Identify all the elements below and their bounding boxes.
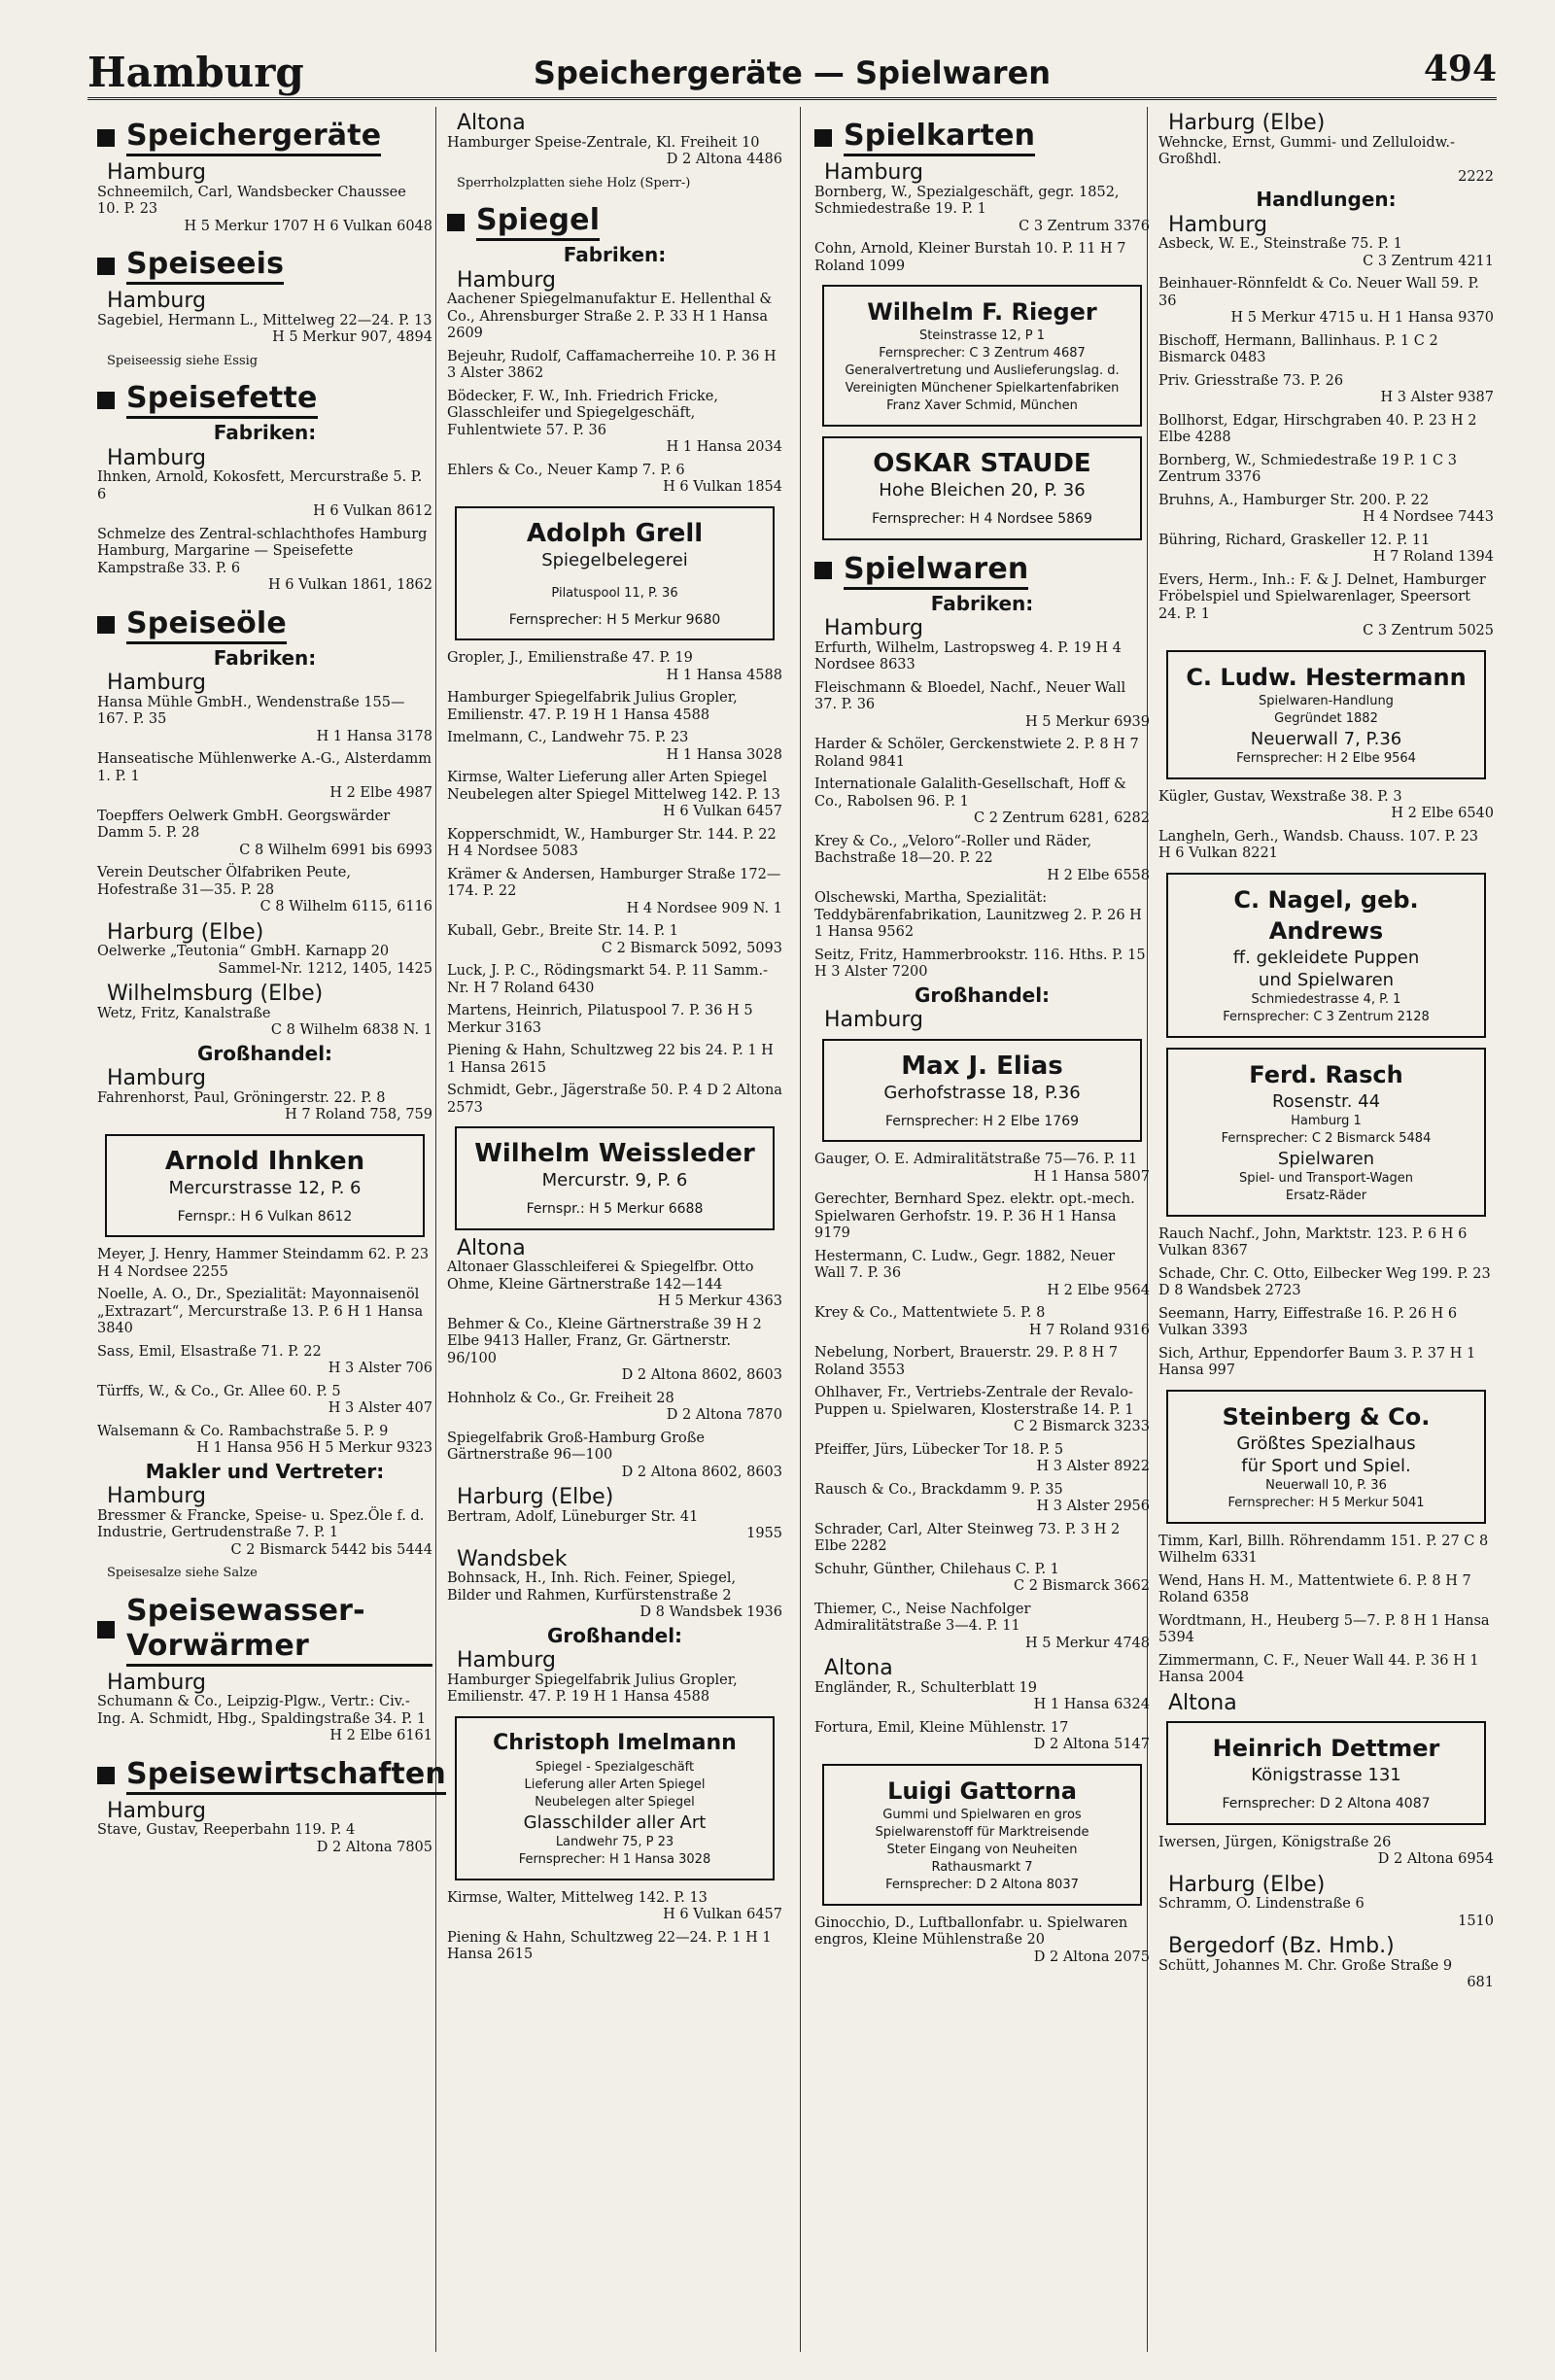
city-heading: Hamburg: [824, 616, 923, 640]
list-item: Verein Deutscher Ölfabriken Peute, Hofestraße 31—35. P. 28 C 8 Wilhelm 6115, 6116: [97, 865, 432, 914]
subheading: Großhandel:: [196, 1041, 333, 1065]
list-item: Bressmer & Francke, Speise- u. Spez.Öle f. d. Industrie, Gertrudenstraße 7. P. 1 C 2 Bismarck 5442 bis 5444: [97, 1507, 432, 1558]
list-item: Gauger, O. E. Admiralitätstraße 75—76. P. 11 H 1 Hansa 5807: [814, 1152, 1150, 1185]
subheading: Fabriken:: [213, 421, 317, 444]
list-item: Olschewski, Martha, Spezialität: Teddybärenfabrikation, Launitzweg 2. P. 26 H 1 Hansa 9562: [814, 890, 1142, 940]
city-heading: Hamburg: [107, 1484, 206, 1508]
list-item: Kirmse, Walter Lieferung aller Arten Spiegel Neubelegen alter Spiegel Mittelweg 142. P. 13 H 6 Vulkan 6457: [447, 770, 782, 819]
square-bullet-icon: [97, 1621, 115, 1638]
city-heading: Wandsbek: [457, 1546, 568, 1571]
cross-reference: Speiseessig siehe Essig: [107, 353, 259, 368]
list-item: Sich, Arthur, Eppendorfer Baum 3. P. 37 H 1 Hansa 997: [1158, 1345, 1476, 1378]
section-heading: Spielkarten: [814, 119, 1150, 156]
column-divider: [435, 107, 436, 2352]
column-4: [1158, 107, 1494, 1998]
list-item: Thiemer, C., Neise Nachfolger Admiralitätstraße 3—4. P. 11 H 5 Merkur 4748: [814, 1601, 1150, 1651]
list-item: Martens, Heinrich, Pilatuspool 7. P. 36 H 5 Merkur 3163: [447, 1003, 753, 1036]
section-heading: Speiseöle: [97, 606, 432, 644]
section-heading: Speiseeis: [97, 247, 432, 285]
list-item: Erfurth, Wilhelm, Lastropsweg 4. P. 19 H 4 Nordsee 8633: [814, 639, 1122, 673]
list-item: Schumann & Co., Leipzig-Plgw., Vertr.: Civ.-Ing. A. Schmidt, Hbg., Spaldingstraße 34. P. 1 H 2 Elbe 6161: [97, 1694, 432, 1743]
list-item: Gerechter, Bernhard Spez. elektr. opt.-mech. Spielwaren Gerhofstr. 19. P. 36 H 1 Hansa 9179: [814, 1191, 1135, 1241]
list-item: Schmelze des Zentral-schlachthofes Hamburg Hamburg, Margarine — Speisefette Kampstraße 33. P. 6 H 6 Vulkan 1861, 1862: [97, 526, 432, 593]
section-heading: Speisefette: [97, 381, 432, 419]
list-item: Bornberg, W., Spezialgeschäft, gegr. 1852, Schmiedestraße 19. P. 1 C 3 Zentrum 3376: [814, 184, 1150, 234]
list-item: Schramm, O. Lindenstraße 6 1510: [1158, 1896, 1494, 1929]
list-item: Hohnholz & Co., Gr. Freiheit 28 D 2 Altona 7870: [447, 1390, 782, 1423]
square-bullet-icon: [814, 129, 832, 147]
city-heading: Hamburg: [824, 1008, 923, 1032]
cross-reference: Speisesalze siehe Salze: [107, 1566, 258, 1580]
column-2: [447, 107, 782, 1970]
list-item: Türffs, W., & Co., Gr. Allee 60. P. 5 H 3 Alster 407: [97, 1383, 432, 1416]
list-item: Seemann, Harry, Eiffestraße 16. P. 26 H 6 Vulkan 3393: [1158, 1305, 1458, 1338]
square-bullet-icon: [97, 258, 115, 275]
square-bullet-icon: [97, 616, 115, 634]
list-item: Kopperschmidt, W., Hamburger Str. 144. P. 22 H 4 Nordsee 5083: [447, 826, 777, 859]
list-item: Ginocchio, D., Luftballonfabr. u. Spielwaren engros, Kleine Mühlenstraße 20 D 2 Altona 2075: [814, 1914, 1150, 1965]
city-heading: Hamburg: [824, 160, 923, 185]
city-heading: Bergedorf (Bz. Hmb.): [1168, 1934, 1395, 1958]
list-item: Piening & Hahn, Schultzweg 22 bis 24. P. 1 H 1 Hansa 2615: [447, 1043, 774, 1076]
square-bullet-icon: [447, 214, 465, 231]
subheading: Großhandel:: [914, 983, 1051, 1007]
list-item: Rausch & Co., Brackdamm 9. P. 35 H 3 Alster 2956: [814, 1481, 1150, 1514]
list-item: Behmer & Co., Kleine Gärtnerstraße 39 H 2 Elbe 9413 Haller, Franz, Gr. Gärtnerstr. 96/100 D 2 Altona 8602, 8603: [447, 1316, 782, 1383]
list-item: Beinhauer-Rönnfeldt & Co. Neuer Wall 59. P. 36 H 5 Merkur 4715 u. H 1 Hansa 9370: [1158, 276, 1494, 326]
list-item: Priv. Griesstraße 73. P. 26 H 3 Alster 9387: [1158, 372, 1494, 405]
list-item: Schütt, Johannes M. Chr. Große Straße 9 681: [1158, 1957, 1494, 1990]
city-heading: Hamburg: [457, 267, 556, 293]
list-item: Evers, Herm., Inh.: F. & J. Delnet, Hamburger Fröbelspiel und Spielwarenlager, Speersort 24. P. 1 C 3 Zentrum 5025: [1158, 571, 1494, 638]
square-bullet-icon: [814, 562, 832, 579]
list-item: Schneemilch, Carl, Wandsbecker Chaussee 10. P. 23 H 5 Merkur 1707 H 6 Vulkan 6048: [97, 184, 432, 234]
list-item: Altonaer Glasschleiferei & Spiegelfbr. Otto Ohme, Kleine Gärtnerstraße 142—144 H 5 Merkur 4363: [447, 1259, 782, 1309]
cross-reference: Sperrholzplatten siehe Holz (Sperr-): [457, 175, 691, 190]
list-item: Stave, Gustav, Reeperbahn 119. P. 4 D 2 Altona 7805: [97, 1822, 432, 1855]
list-item: Oelwerke „Teutonia“ GmbH. Karnapp 20 Sammel-Nr. 1212, 1405, 1425: [97, 944, 432, 977]
city-heading: Hamburg: [1168, 212, 1267, 237]
list-item: Hamburger Spiegelfabrik Julius Gropler, Emilienstr. 47. P. 19 H 1 Hansa 4588: [447, 690, 738, 723]
list-item: Nebelung, Norbert, Brauerstr. 29. P. 8 H 7 Roland 3553: [814, 1345, 1119, 1378]
list-item: Aachener Spiegelmanufaktur E. Hellenthal & Co., Ahrensburger Straße 2. P. 33 H 1 Hansa 2609: [447, 292, 773, 341]
city-heading: Hamburg: [107, 160, 206, 185]
advertisement-box: Heinrich Dettmer Königstrasse 131 Fernsprecher: D 2 Altona 4087: [1166, 1721, 1486, 1825]
list-item: Ohlhaver, Fr., Vertriebs-Zentrale der Revalo-Puppen u. Spielwaren, Klosterstraße 14. P. 1 C 2 Bismarck 3233: [814, 1385, 1150, 1434]
page-number: 494: [1423, 49, 1497, 89]
advertisement-box: Ferd. Rasch Rosenstr. 44 Hamburg 1 Fernsprecher: C 2 Bismarck 5484 Spielwaren Spiel- und Transport-Wagen Ersatz-Räder: [1166, 1048, 1486, 1217]
list-item: Wetz, Fritz, Kanalstraße C 8 Wilhelm 6838 N. 1: [97, 1005, 432, 1038]
list-item: Bohnsack, H., Inh. Rich. Feiner, Spiegel, Bilder und Rahmen, Kurfürstenstraße 2 D 8 Wandsbek 1936: [447, 1570, 782, 1620]
list-item: Bruhns, A., Hamburger Str. 200. P. 22 H 4 Nordsee 7443: [1158, 492, 1494, 525]
advertisement-box: Arnold Ihnken Mercurstrasse 12, P. 6 Fernspr.: H 6 Vulkan 8612: [105, 1134, 425, 1238]
city-heading: Harburg (Elbe): [457, 1485, 614, 1509]
subheading: Handlungen:: [1256, 188, 1397, 211]
list-item: Ihnken, Arnold, Kokosfett, Mercurstraße 5. P. 6 H 6 Vulkan 8612: [97, 469, 432, 519]
square-bullet-icon: [97, 1767, 115, 1784]
header-topic: Speichergeräte — Spielwaren: [533, 54, 1052, 91]
section-heading: Spiegel: [447, 203, 782, 241]
section-heading: Speisewasser-Vorwärmer: [97, 1594, 432, 1667]
list-item: Bühring, Richard, Graskeller 12. P. 11 H 7 Roland 1394: [1158, 532, 1494, 565]
subheading: Makler und Vertreter:: [145, 1459, 385, 1483]
section-heading: Speichergeräte: [97, 119, 432, 156]
list-item: Noelle, A. O., Dr., Spezialität: Mayonnaisenöl „Extrazart“, Mercurstraße 13. P. 6 H 1 Hansa 3840: [97, 1287, 424, 1336]
list-item: Meyer, J. Henry, Hammer Steindamm 62. P. 23 H 4 Nordsee 2255: [97, 1247, 430, 1280]
subheading: Fabriken:: [930, 591, 1034, 615]
list-item: Imelmann, C., Landwehr 75. P. 23 H 1 Hansa 3028: [447, 730, 782, 763]
subheading: Fabriken:: [213, 645, 317, 670]
list-item: Schmidt, Gebr., Jägerstraße 50. P. 4 D 2 Altona 2573: [447, 1083, 782, 1116]
list-item: Hamburger Speise-Zentrale, Kl. Freiheit 10 D 2 Altona 4486: [447, 134, 782, 167]
advertisement-box: C. Nagel, geb. Andrews ff. gekleidete Puppen und Spielwaren Schmiedestrasse 4, P. 1 Fernsprecher: C 3 Zentrum 2128: [1166, 873, 1486, 1038]
list-item: Gropler, J., Emilienstraße 47. P. 19 H 1 Hansa 4588: [447, 650, 782, 683]
list-item: Fortura, Emil, Kleine Mühlenstr. 17 D 2 Altona 5147: [814, 1719, 1150, 1752]
list-item: Cohn, Arnold, Kleiner Burstah 10. P. 11 H 7 Roland 1099: [814, 241, 1126, 274]
city-heading: Harburg (Elbe): [107, 919, 264, 945]
list-item: Pfeiffer, Jürs, Lübecker Tor 18. P. 5 H 3 Alster 8922: [814, 1441, 1150, 1474]
list-item: Kuball, Gebr., Breite Str. 14. P. 1 C 2 Bismarck 5092, 5093: [447, 923, 782, 956]
list-item: Krey & Co., Mattentwiete 5. P. 8 H 7 Roland 9316: [814, 1305, 1150, 1338]
city-heading: Hamburg: [107, 1798, 206, 1823]
advertisement-box: Steinberg & Co. Größtes Spezialhaus für Sport und Spiel. Neuerwall 10, P. 36 Fernsprecher: H 5 Merkur 5041: [1166, 1390, 1486, 1524]
square-bullet-icon: [97, 129, 115, 147]
list-item: Bertram, Adolf, Lüneburger Str. 41 1955: [447, 1508, 782, 1541]
list-item: Hanseatische Mühlenwerke A.-G., Alsterdamm 1. P. 1 H 2 Elbe 4987: [97, 751, 432, 801]
list-item: Luck, J. P. C., Rödingsmarkt 54. P. 11 Samm.-Nr. H 7 Roland 6430: [447, 963, 768, 996]
list-item: Engländer, R., Schulterblatt 19 H 1 Hansa 6324: [814, 1679, 1150, 1712]
list-item: Bischoff, Hermann, Ballinhaus. P. 1 C 2 Bismarck 0483: [1158, 332, 1438, 365]
advertisement-box: Luigi Gattorna Gummi und Spielwaren en gros Spielwarenstoff für Marktreisende Steter Eingang von Neuheiten Rathausmarkt 7 Fernsprecher: D 2 Altona 8037: [822, 1764, 1142, 1906]
city-heading: Hamburg: [107, 1066, 206, 1090]
section-heading: Speisewirtschaften: [97, 1757, 432, 1795]
square-bullet-icon: [97, 392, 115, 409]
city-heading: Harburg (Elbe): [1168, 1872, 1326, 1897]
header-rule: [87, 97, 1497, 100]
list-item: Fleischmann & Bloedel, Nachf., Neuer Wall 37. P. 36 H 5 Merkur 6939: [814, 679, 1150, 730]
city-heading: Altona: [457, 111, 526, 135]
list-item: Ehlers & Co., Neuer Kamp 7. P. 6 H 6 Vulkan 1854: [447, 462, 782, 495]
city-heading: Harburg (Elbe): [1168, 111, 1326, 135]
list-item: Rauch Nachf., John, Marktstr. 123. P. 6 H 6 Vulkan 8367: [1158, 1225, 1468, 1259]
list-item: Hansa Mühle GmbH., Wendenstraße 155—167. P. 35 H 1 Hansa 3178: [97, 694, 432, 744]
list-item: Hamburger Spiegelfabrik Julius Gropler, Emilienstr. 47. P. 19 H 1 Hansa 4588: [447, 1672, 738, 1705]
list-item: Bödecker, F. W., Inh. Friedrich Fricke, Glasschleifer und Spiegelgeschäft, Fuhlentwiete 57. P. 36 H 1 Hansa 2034: [447, 388, 782, 455]
list-item: Bollhorst, Edgar, Hirschgraben 40. P. 23 H 2 Elbe 4288: [1158, 412, 1477, 445]
list-item: Krämer & Andersen, Hamburger Straße 172—174. P. 22 H 4 Nordsee 909 N. 1: [447, 866, 782, 916]
advertisement-box: C. Ludw. Hestermann Spielwaren-Handlung Gegründet 1882 Neuerwall 7, P.36 Fernsprecher: H 2 Elbe 9564: [1166, 650, 1486, 779]
list-item: Spiegelfabrik Groß-Hamburg Große Gärtnerstraße 96—100 D 2 Altona 8602, 8603: [447, 1430, 782, 1480]
list-item: Krey & Co., „Veloro“-Roller und Räder, Bachstraße 18—20. P. 22 H 2 Elbe 6558: [814, 833, 1150, 883]
list-item: Langheln, Gerh., Wandsb. Chauss. 107. P. 23 H 6 Vulkan 8221: [1158, 828, 1479, 861]
advertisement-box: Wilhelm F. Rieger Steinstrasse 12, P 1 Fernsprecher: C 3 Zentrum 4687 Generalvertretung und Auslieferungslag. d. Vereinigten Münchener Spielkartenfabriken Franz Xaver Schmid, München: [822, 285, 1142, 427]
list-item: Sass, Emil, Elsastraße 71. P. 22 H 3 Alster 706: [97, 1343, 432, 1376]
city-heading: Hamburg: [457, 1648, 556, 1673]
list-item: Bejeuhr, Rudolf, Caffamacherreihe 10. P. 36 H 3 Alster 3862: [447, 348, 777, 381]
list-item: Iwersen, Jürgen, Königstraße 26 D 2 Altona 6954: [1158, 1834, 1494, 1867]
city-heading: Altona: [1168, 1690, 1237, 1715]
list-item: Kügler, Gustav, Wexstraße 38. P. 3 H 2 Elbe 6540: [1158, 788, 1494, 821]
list-item: Seitz, Fritz, Hammerbrookstr. 116. Hths. P. 15 H 3 Alster 7200: [814, 947, 1146, 980]
section-heading: Spielwaren: [814, 552, 1150, 590]
city-heading: Wilhelmsburg (Elbe): [107, 982, 324, 1006]
list-item: Schade, Chr. C. Otto, Eilbecker Weg 199. P. 23 D 8 Wandsbek 2723: [1158, 1265, 1491, 1298]
city-heading: Hamburg: [107, 445, 206, 470]
column-1: [97, 107, 446, 1862]
list-item: Bornberg, W., Schmiedestraße 19 P. 1 C 3 Zentrum 3376: [1158, 452, 1457, 485]
column-divider: [800, 107, 801, 2352]
subheading: Fabriken:: [563, 243, 667, 266]
list-item: Wordtmann, H., Heuberg 5—7. P. 8 H 1 Hansa 5394: [1158, 1612, 1490, 1645]
city-heading: Hamburg: [107, 671, 206, 695]
list-item: Internationale Galalith-Gesellschaft, Hoff & Co., Rabolsen 96. P. 1 C 2 Zentrum 6281, 6282: [814, 776, 1150, 826]
list-item: Walsemann & Co. Rambachstraße 5. P. 9 H 1 Hansa 956 H 5 Merkur 9323: [97, 1423, 432, 1456]
list-item: Toepffers Oelwerk GmbH. Georgswärder Damm 5. P. 28 C 8 Wilhelm 6991 bis 6993: [97, 808, 432, 858]
advertisement-box: OSKAR STAUDE Hohe Bleichen 20, P. 36 Fernsprecher: H 4 Nordsee 5869: [822, 436, 1142, 540]
list-item: Kirmse, Walter, Mittelweg 142. P. 13 H 6 Vulkan 6457: [447, 1889, 782, 1922]
list-item: Harder & Schöler, Gerckenstwiete 2. P. 8 H 7 Roland 9841: [814, 737, 1139, 770]
list-item: Hestermann, C. Ludw., Gegr. 1882, Neuer Wall 7. P. 36 H 2 Elbe 9564: [814, 1248, 1150, 1298]
list-item: Sagebiel, Hermann L., Mittelweg 22—24. P. 13 H 5 Merkur 907, 4894: [97, 312, 432, 345]
advertisement-box: Adolph Grell Spiegelbelegerei Pilatuspool 11, P. 36 Fernsprecher: H 5 Merkur 9680: [455, 506, 775, 641]
advertisement-box: Max J. Elias Gerhofstrasse 18, P.36 Fernsprecher: H 2 Elbe 1769: [822, 1039, 1142, 1143]
subheading: Großhandel:: [546, 1623, 683, 1647]
city-heading: Altona: [457, 1235, 526, 1260]
city-heading: Hamburg: [107, 1670, 206, 1695]
city-heading: Altona: [824, 1656, 893, 1680]
column-3: [814, 107, 1150, 1972]
list-item: Fahrenhorst, Paul, Gröningerstr. 22. P. 8 H 7 Roland 758, 759: [97, 1089, 432, 1122]
list-item: Wend, Hans H. M., Mattentwiete 6. P. 8 H 7 Roland 6358: [1158, 1572, 1471, 1605]
header-city: Hamburg: [87, 49, 304, 96]
list-item: Zimmermann, C. F., Neuer Wall 44. P. 36 H 1 Hansa 2004: [1158, 1652, 1479, 1685]
advertisement-box: Christoph Imelmann Spiegel - Spezialgeschäft Lieferung aller Arten Spiegel Neubelegen alter Spiegel Glasschilder aller Art Landwehr 75, P 23 Fernsprecher: H 1 Hansa 3028: [455, 1716, 775, 1880]
advertisement-box: Wilhelm Weissleder Mercurstr. 9, P. 6 Fernspr.: H 5 Merkur 6688: [455, 1126, 775, 1230]
page-header: [87, 49, 1497, 99]
city-heading: Hamburg: [107, 289, 206, 313]
list-item: Asbeck, W. E., Steinstraße 75. P. 1 C 3 Zentrum 4211: [1158, 236, 1494, 269]
list-item: Schrader, Carl, Alter Steinweg 73. P. 3 H 2 Elbe 2282: [814, 1521, 1121, 1554]
list-item: Timm, Karl, Billh. Röhrendamm 151. P. 27 C 8 Wilhelm 6331: [1158, 1533, 1489, 1566]
list-item: Schuhr, Günther, Chilehaus C. P. 1 C 2 Bismarck 3662: [814, 1561, 1150, 1594]
list-item: Piening & Hahn, Schultzweg 22—24. P. 1 H 1 Hansa 2615: [447, 1929, 772, 1962]
list-item: Wehncke, Ernst, Gummi- und Zelluloidw.-Großhdl. 2222: [1158, 134, 1494, 185]
